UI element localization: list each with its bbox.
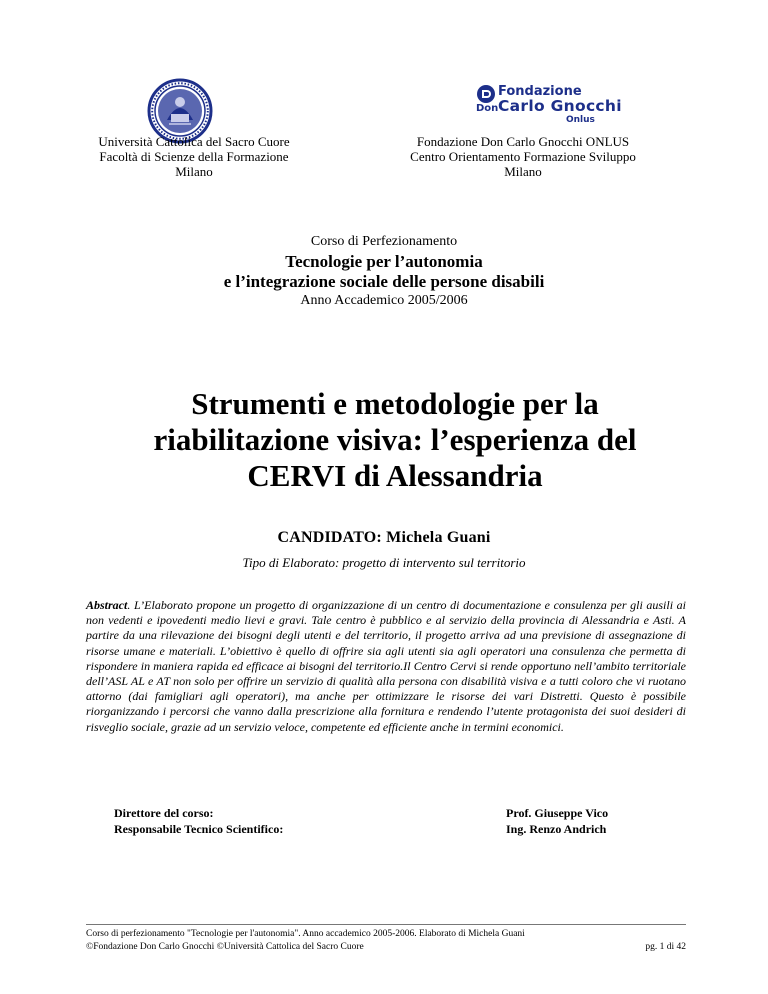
thesis-type: Tipo di Elaborato: progetto di intervento sul territorio — [242, 555, 526, 570]
footer-line1: Corso di perfezionamento "Tecnologie per l'autonomia". Anno accademico 2005-2006. Elaborato di Michela Guani — [86, 929, 525, 939]
technical-manager-label: Responsabile Tecnico Scientifico: — [114, 822, 284, 836]
thesis-title-line3: CERVI di Alessandria — [247, 458, 543, 493]
thesis-title-line2: riabilitazione visiva: l’esperienza del — [153, 422, 637, 457]
logo-word-carlo-gnocchi: Carlo Gnocchi — [498, 97, 622, 115]
director-name: Prof. Giuseppe Vico — [506, 806, 609, 820]
course-title — [0, 252, 768, 292]
course-label: Corso di Perfezionamento — [310, 234, 458, 249]
director-names — [506, 805, 608, 837]
technical-manager-name: Ing. Renzo Andrich — [506, 822, 607, 836]
university-name: Università Cattolica del Sacro Cuore — [98, 134, 290, 149]
abstract-label: Abstract — [86, 598, 128, 612]
director-label: Direttore del corso: — [114, 806, 214, 820]
fondazione-centre: Centro Orientamento Formazione Sviluppo — [410, 149, 636, 164]
course-title-line1: Tecnologie per l’autonomia — [285, 252, 483, 271]
faculty-name: Facoltà di Scienze della Formazione — [99, 149, 289, 164]
candidate-name: CANDIDATO: Michela Guani — [277, 529, 491, 546]
fondazione-name: Fondazione Don Carlo Gnocchi ONLUS — [416, 134, 630, 149]
page-footer — [86, 928, 686, 953]
academic-year: Anno Accademico 2005/2006 — [300, 293, 468, 308]
university-info — [80, 134, 308, 179]
footer-line2: ©Fondazione Don Carlo Gnocchi ©Università Cattolica del Sacro Cuore — [86, 941, 364, 952]
footer-divider — [86, 924, 686, 925]
thesis-title-line1: Strumenti e metodologie per la — [191, 386, 599, 421]
fondazione-city: Milano — [504, 164, 542, 179]
abstract — [86, 598, 686, 735]
page-number: pg. 1 di 42 — [645, 941, 686, 952]
logo-word-fondazione: Fondazione — [498, 84, 582, 99]
logo-word-onlus: Onlus — [566, 115, 595, 125]
director-labels — [114, 805, 283, 837]
logo-word-don: Don — [476, 103, 499, 114]
university-city: Milano — [175, 164, 213, 179]
course-title-line2: e l’integrazione sociale delle persone disabili — [223, 272, 545, 291]
fondazione-info — [398, 134, 648, 179]
abstract-text: . L’Elaborato propone un progetto di organizzazione di un centro di documentazione e consulenza per gli ausili ai non vedenti e ipovedenti medio lievi e gravi. Tale centro è pubblico e al servizio della provincia di Alessandria e Asti. A partire da una rilevazione dei bisogni degli utenti e del territorio, il progetto arriva ad una previsione di assegnazione di risorse umane e materiali. L’obiettivo è quello di offrire sia agli utenti sia agli operatori una consulenza che permetta di rispondere in maniera rapida ed efficace ai bisogni del territorio.Il Centro Cervi si rende opportuno nell’ambito territoriale dell’ASL AL e AT non solo per offrire un servizio di qualità alla persona con disabilità visiva e a tutti coloro che vi ruotano attorno (dai famigliari agli operatori), ma anche per ottimizzare le risorse dei vari Distretti. Questo è possibile riorganizzando i percorsi che vanno dalla prescrizione alla fornitura e rendendo l’utente protagonista dei suoi desideri di risveglio sociale, grazie ad un servizio veloce, competente ed efficiente anche in termini economici. — [86, 598, 686, 734]
thesis-title — [60, 386, 730, 494]
